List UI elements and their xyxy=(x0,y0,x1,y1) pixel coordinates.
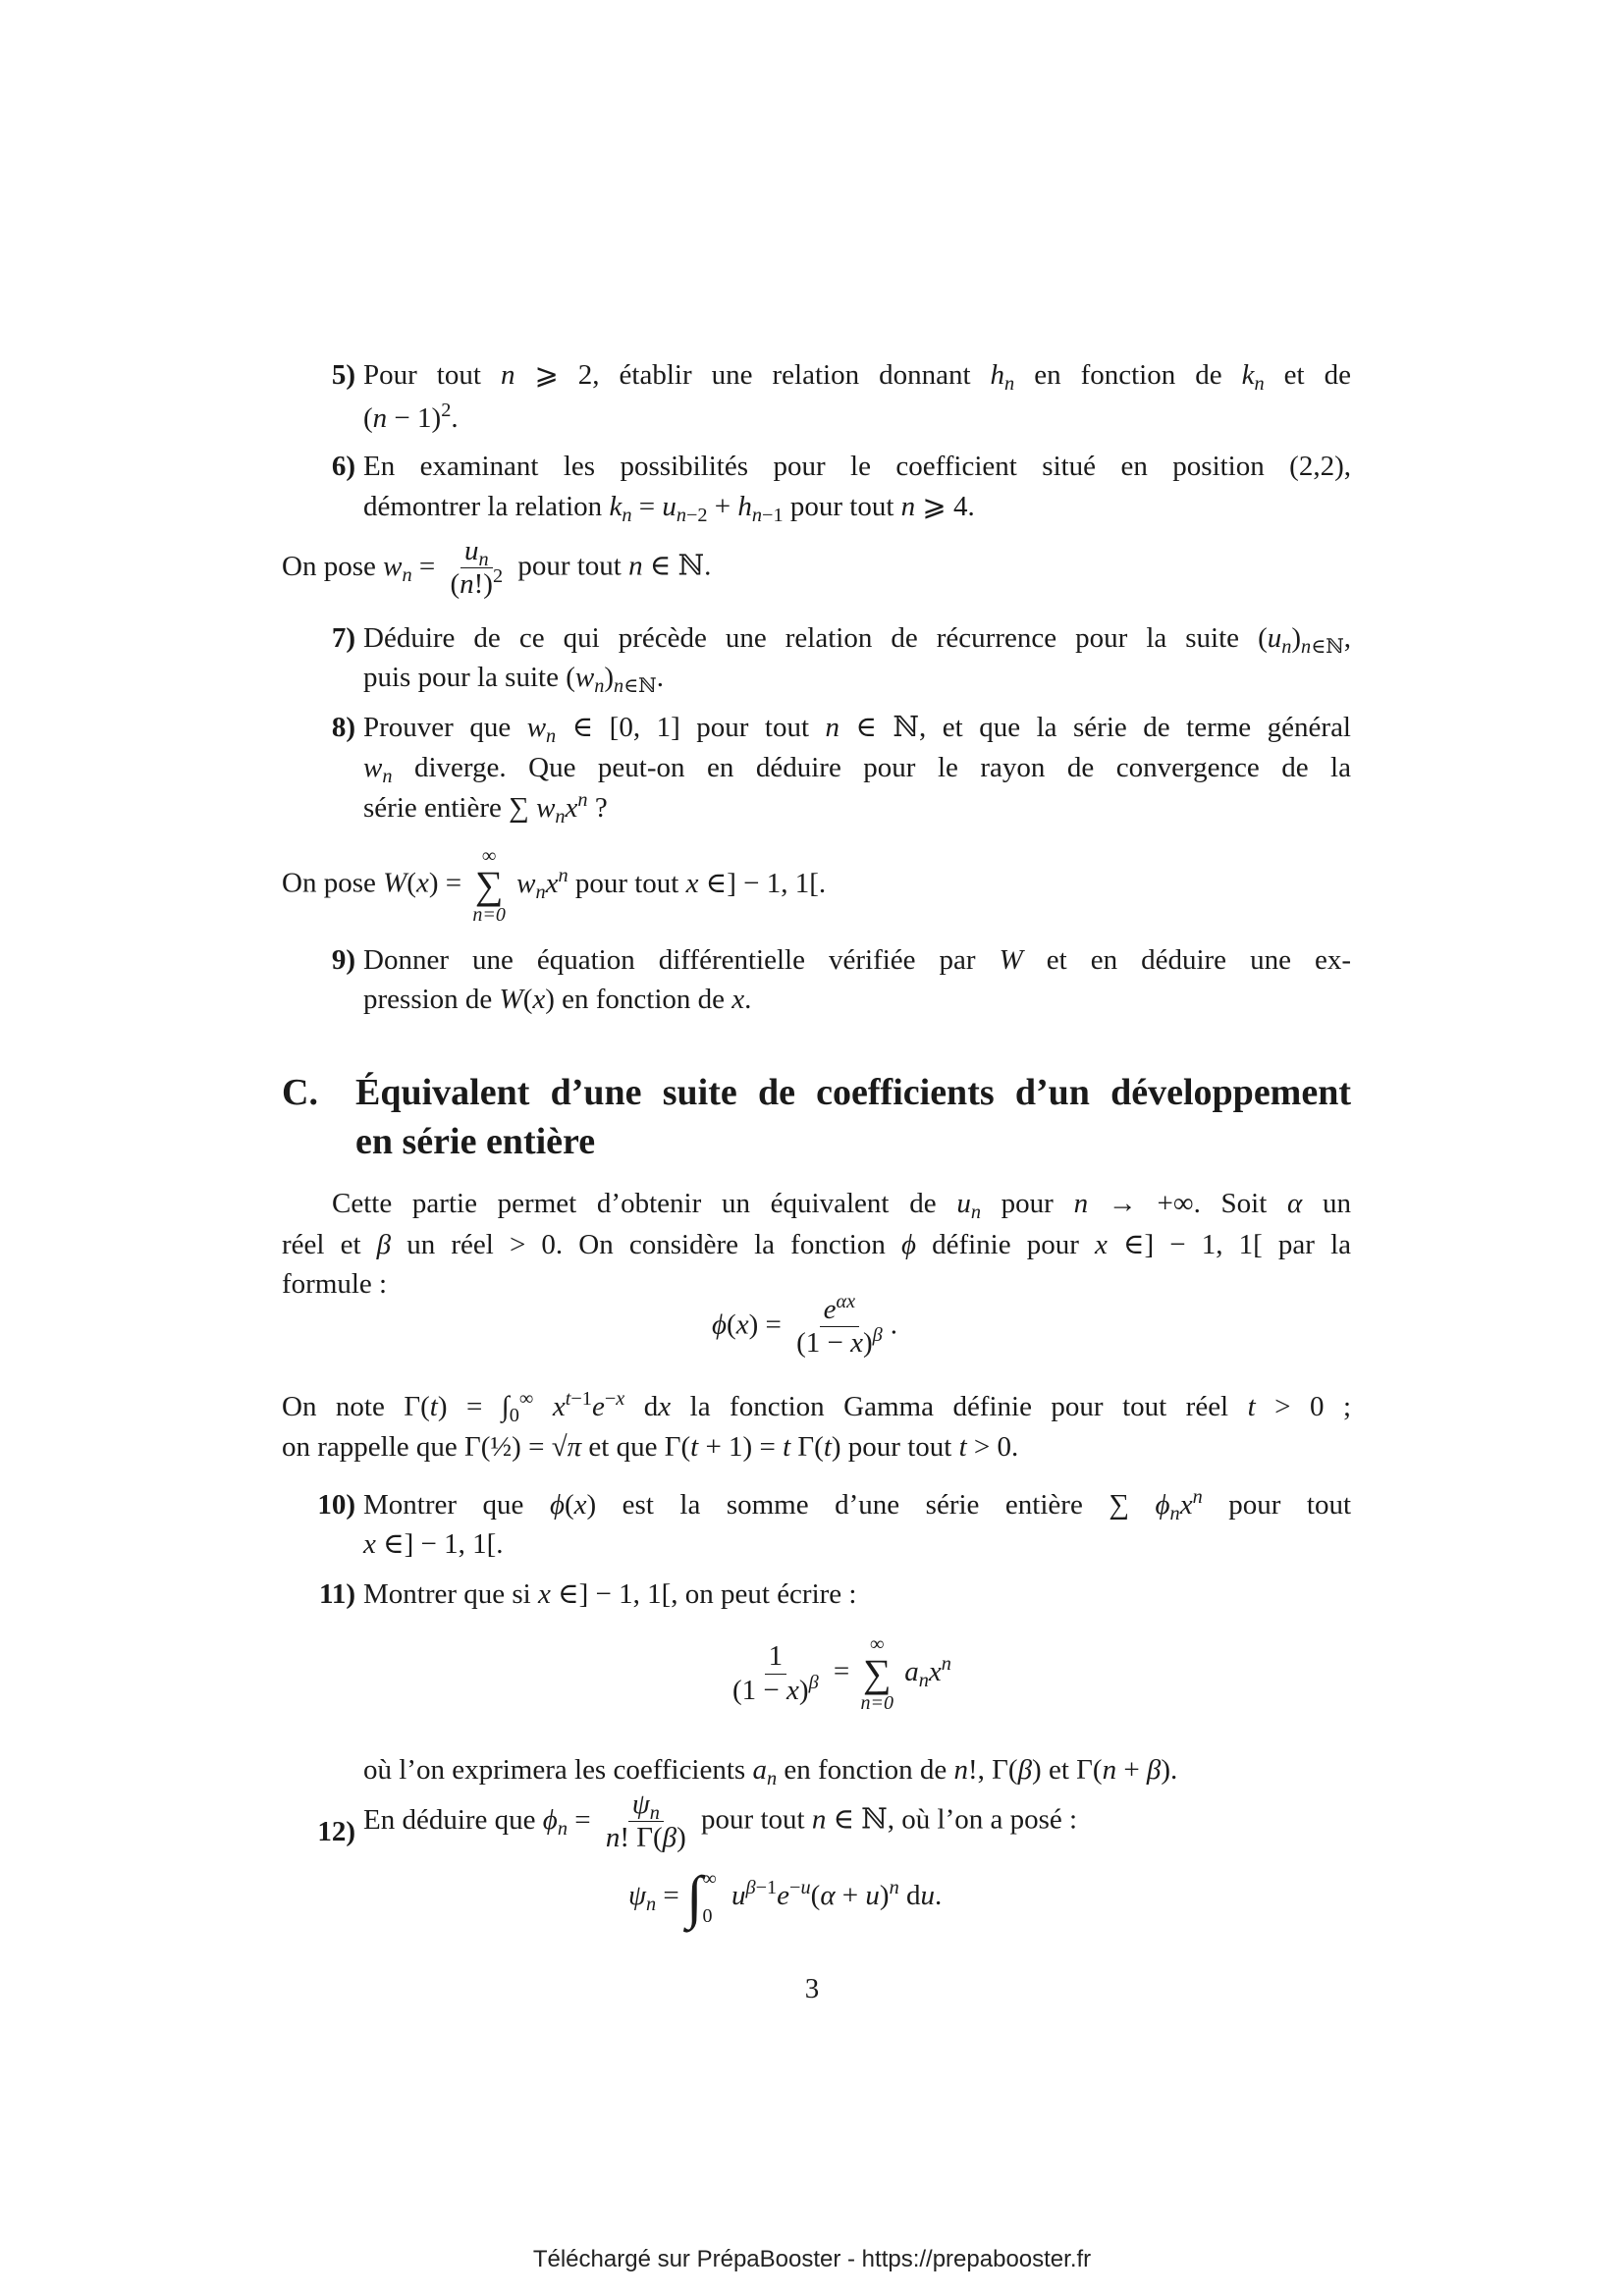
definition-W-after: $w_nx^n$ pour tout x ∈] − 1, 1[. xyxy=(516,864,827,903)
gamma-line-2: on rappelle que Γ(½) = √π et que Γ(t + 1) = t Γ(t) pour tout t > 0. xyxy=(282,1431,1019,1463)
question-number-11: 11) xyxy=(318,1578,355,1610)
intro-line-2: réel et β un réel > 0. On considère la fonction ϕ définie pour x ∈] − 1, 1[ par la xyxy=(282,1229,1351,1260)
fraction xyxy=(792,1290,887,1361)
series-term: $a_nx^n$ xyxy=(904,1652,951,1691)
integral-lower: 0 xyxy=(702,1905,713,1927)
section-title-line-2: en série entière xyxy=(355,1121,596,1162)
question-12-line-1 xyxy=(363,1789,1077,1855)
download-footer: Téléchargé sur PrépaBooster - https://prepabooster.fr xyxy=(532,2246,1092,2272)
question-9-line-1: Donner une équation différentielle vérifiée par W et en déduire une ex- xyxy=(363,944,1351,976)
question-10-line-2: x ∈] − 1, 1[. xyxy=(363,1528,504,1560)
intro-line-1: Cette partie permet d’obtenir un équivalent de $u_n$ pour n → +∞. Soit α un xyxy=(332,1188,1351,1223)
numerator: $e^{\alpha x}$ xyxy=(820,1294,860,1327)
question-8-line-1: Prouver que $w_n$ ∈ [0, 1] pour tout n ∈ ℕ, et que la série de terme général xyxy=(363,712,1351,747)
psi-definition xyxy=(628,1860,942,1935)
page-number: 3 xyxy=(804,1973,820,2004)
phi-definition xyxy=(712,1290,897,1361)
sum-symbol: ∞ ∑ n=0 xyxy=(860,1633,894,1714)
sum-lower: n=0 xyxy=(860,1692,894,1714)
question-6-line-1: En examinant les possibilités pour le coefficient situé en position (2,2), xyxy=(363,451,1351,482)
numerator: $u_n$ xyxy=(460,535,493,568)
question-number-10: 10) xyxy=(317,1489,355,1521)
sum-lower: n=0 xyxy=(472,904,506,926)
psi-lhs: $\psi_n$ = xyxy=(628,1879,679,1915)
sum-symbol: ∞ ∑ n=0 xyxy=(472,845,506,926)
question-5-line-1: Pour tout n ⩾ 2, établir une relation donnant $h_n$ en fonction de $k_n$ et de xyxy=(363,359,1351,395)
sum-upper: ∞ xyxy=(481,845,497,867)
fraction xyxy=(446,535,507,602)
question-12-after: pour tout n ∈ ℕ, où l’on a posé : xyxy=(701,1803,1078,1836)
definition-w-before: On pose $w_n$ = xyxy=(282,550,436,586)
section-letter: C. xyxy=(282,1072,318,1113)
phi-lhs: ϕ(x) = xyxy=(712,1308,782,1341)
denominator: $(1 - x)^\beta$ xyxy=(796,1324,883,1360)
question-11-line-1: Montrer que si x ∈] − 1, 1[, on peut écrire : xyxy=(363,1578,857,1610)
question-11-after: où l’on exprimera les coefficients $a_n$ en fonction de n!, Γ(β) et Γ(n + β). xyxy=(363,1754,1178,1790)
gamma-line-1: On note $\Gamma(t) = \int_0^\infty$ $x^{t-1}e^{-x}$ dx la fonction Gamma définie pour tout réel t > 0 ; xyxy=(282,1387,1351,1426)
question-number-12: 12) xyxy=(317,1816,355,1847)
question-number-5: 5) xyxy=(331,359,355,391)
question-8-line-3: série entière ∑ $w_nx^n$ ? xyxy=(363,788,608,828)
question-10-line-1: Montrer que ϕ(x) est la somme d’une série entière ∑ $\phi_nx^n$ pour tout xyxy=(363,1485,1351,1524)
fraction xyxy=(729,1640,823,1707)
question-number-9: 9) xyxy=(331,944,355,976)
fraction xyxy=(602,1789,690,1855)
integral-sign: ∫ xyxy=(686,1864,703,1930)
question-6-line-2: démontrer la relation $k_n = u_{n-2} + h_{n-1}$ pour tout n ⩾ 4. xyxy=(363,491,975,527)
question-number-8: 8) xyxy=(331,712,355,743)
integrand: $u^{\beta-1}e^{-u}(\alpha + u)^n$ du. xyxy=(731,1876,943,1911)
question-7-line-1: Déduire de ce qui précède une relation de récurrence pour la suite $(u_n)_{n\in ℕ}$, xyxy=(363,622,1351,658)
definition-w xyxy=(282,535,711,602)
definition-w-after: pour tout n ∈ ℕ. xyxy=(517,550,712,582)
denominator: $(1 - x)^\beta$ xyxy=(732,1671,819,1706)
series-expansion xyxy=(725,1634,951,1713)
question-number-7: 7) xyxy=(331,622,355,654)
question-9-line-2: pression de W(x) en fonction de x. xyxy=(363,984,752,1015)
definition-W xyxy=(282,846,826,925)
section-title-line-1: Équivalent d’une suite de coefficients d’un développement xyxy=(355,1072,1351,1113)
period: . xyxy=(890,1308,897,1341)
question-number-6: 6) xyxy=(331,451,355,482)
question-12-before: En déduire que $\phi_n$ = xyxy=(363,1803,591,1840)
equals-sign: = xyxy=(833,1655,850,1687)
numerator: 1 xyxy=(765,1640,787,1674)
question-5-line-2: $(n - 1)^2$. xyxy=(363,399,459,434)
definition-W-before: On pose W(x) = xyxy=(282,867,462,899)
question-7-line-2: puis pour la suite $(w_n)_{n\in ℕ}$. xyxy=(363,662,664,698)
intro-line-3: formule : xyxy=(282,1268,388,1300)
sum-upper: ∞ xyxy=(870,1633,885,1655)
integral-upper: ∞ xyxy=(702,1868,717,1890)
denominator: n! Γ(β) xyxy=(605,1822,686,1854)
denominator: $(n!)^2$ xyxy=(450,565,504,601)
question-8-line-2: $w_n$ diverge. Que peut-on en déduire pour le rayon de convergence de la xyxy=(363,752,1351,787)
numerator: $\psi_n$ xyxy=(628,1789,664,1822)
